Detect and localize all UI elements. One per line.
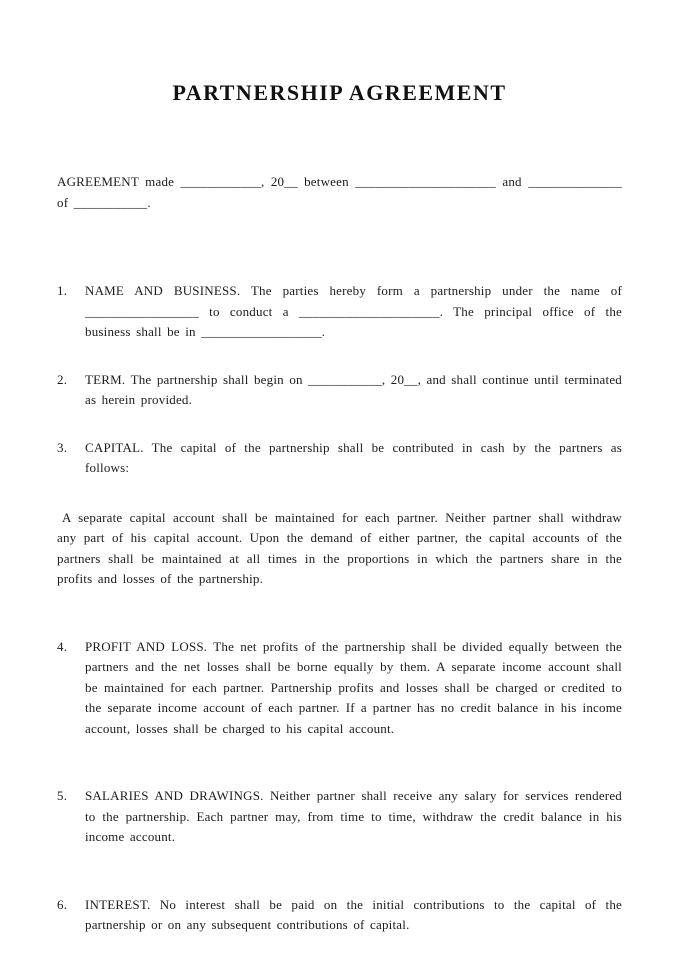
- section-number: 3.: [57, 439, 68, 455]
- section-salaries-and-drawings: [57, 786, 622, 848]
- section-number: 1.: [57, 283, 68, 298]
- section-text: PROFIT AND LOSS. The net profits of the partnership shall be divided equally between the partners and the net losses shall be borne equally by them. A separate income account shall be maintained for each partner. Partnership profits and losses shall be charged or credited to the separate income account of each partner. If a partner has no credit balance in his income account, losses shall be charged to his capital account.: [85, 638, 622, 736]
- section-text: SALARIES AND DRAWINGS. Neither partner shall receive any salary for services rendered to the partnership. Each partner may, from time to time, withdraw the credit balance in his income account.: [85, 788, 622, 844]
- section-number: 2.: [57, 371, 68, 387]
- section-interest: [57, 895, 622, 936]
- section-number: 4.: [57, 638, 68, 654]
- section-text: NAME AND BUSINESS. The parties hereby form a partnership under the name of _________________ to conduct a _____________________. The principal office of the business shall be in __________________.: [85, 283, 622, 339]
- section-name-and-business: [57, 281, 622, 343]
- section-text: TERM. The partnership shall begin on ___________, 20__, and shall continue until terminated as herein provided.: [85, 371, 622, 407]
- section-capital: [57, 438, 622, 479]
- section-text: CAPITAL. The capital of the partnership shall be contributed in cash by the partners as follows:: [85, 439, 622, 475]
- section-number: 5.: [57, 788, 68, 803]
- capital-account-paragraph: A separate capital account shall be maintained for each partner. Neither partner shall withdraw any part of his capital account. Upon the demand of either partner, the capital accounts of the partners shall be maintained at all times in the proportions in which the partners share in the profits and losses of the partnership.: [57, 509, 622, 586]
- section-text: INTEREST. No interest shall be paid on the initial contributions to the capital of the partnership or on any subsequent contributions of capital.: [85, 896, 622, 932]
- page-title: PARTNERSHIP AGREEMENT: [172, 80, 507, 105]
- intro-paragraph: AGREEMENT made ____________, 20__ between _____________________ and ______________ of ___________.: [57, 174, 622, 210]
- section-number: 6.: [57, 896, 68, 912]
- section-term: [57, 370, 622, 411]
- section-profit-and-loss: [57, 637, 622, 740]
